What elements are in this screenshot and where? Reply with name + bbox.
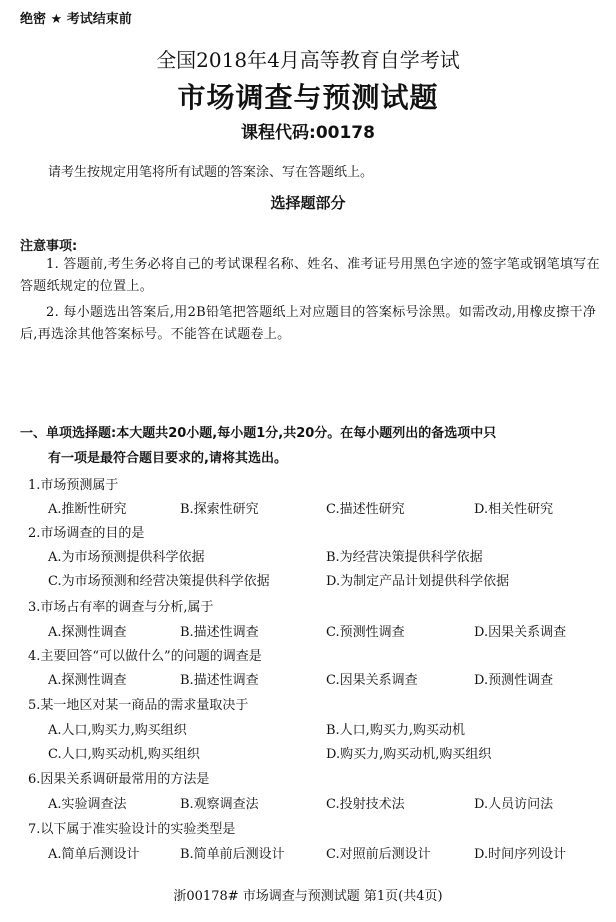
option-d: D.人员访问法 [474, 797, 554, 812]
option-c: C.对照前后测设计 [326, 847, 431, 862]
option-b: B.观察调查法 [180, 797, 259, 812]
option-c: C.描述性研究 [326, 502, 405, 517]
question-stem: 3.市场占有率的调查与分析,属于 [28, 600, 214, 615]
option-a: A.实验调查法 [48, 797, 127, 812]
answer-instruction: 请考生按规定用笔将所有试题的答案涂、写在答题纸上。 [48, 165, 374, 180]
question-stem: 2.市场调查的目的是 [28, 526, 145, 541]
part-title: 选择题部分 [270, 194, 346, 212]
question-stem: 1.市场预测属于 [28, 478, 119, 493]
question-stem: 4.主要回答“可以做什么”的问题的调查是 [28, 649, 262, 664]
option-b: B.描述性调查 [180, 625, 259, 640]
option-d: D.为制定产品计划提供科学依据 [326, 574, 510, 589]
option-a: A.为市场预测提供科学依据 [48, 550, 205, 565]
course-code: 课程代码:00178 [241, 123, 375, 143]
option-a: A.探测性调查 [48, 625, 127, 640]
option-b: B.简单前后测设计 [180, 847, 285, 862]
question-stem: 6.因果关系调研最常用的方法是 [28, 772, 210, 787]
option-a: A.探测性调查 [48, 673, 127, 688]
option-d: D.购买力,购买动机,购买组织 [326, 747, 492, 762]
option-c: C.为市场预测和经营决策提供科学依据 [48, 574, 270, 589]
notes-heading: 注意事项: [20, 239, 78, 254]
note-item-1: 1. 答题前,考生务必将自己的考试课程名称、姓名、准考证号用黑色字迹的签字笔或钢笔填写在答题纸规定的位置上。 [20, 257, 600, 294]
option-b: B.为经营决策提供科学依据 [326, 550, 483, 565]
option-c: C.预测性调查 [326, 625, 405, 640]
exam-line: 全国2018年4月高等教育自学考试 [156, 48, 460, 72]
section-title: 一、单项选择题:本大题共20小题,每小题1分,共20分。在每小题列出的备选项中只 [20, 426, 497, 441]
option-c: C.投射技术法 [326, 797, 405, 812]
page-footer: 浙00178# 市场调查与预测试题 第1页(共4页) [173, 889, 443, 904]
question-stem: 5.某一地区对某一商品的需求量取决于 [28, 698, 249, 713]
section-title-continued: 有一项是最符合题目要求的,请将其选出。 [48, 451, 287, 466]
option-d: D.预测性调查 [474, 673, 554, 688]
option-d: D.因果关系调查 [474, 625, 567, 640]
question-stem: 7.以下属于准实验设计的实验类型是 [28, 822, 236, 837]
option-b: B.探索性研究 [180, 502, 259, 517]
option-a: A.简单后测设计 [48, 847, 140, 862]
option-c: C.因果关系调查 [326, 673, 418, 688]
option-a: A.人口,购买力,购买组织 [48, 723, 187, 738]
option-b: B.描述性调查 [180, 673, 259, 688]
option-d: D.时间序列设计 [474, 847, 567, 862]
option-b: B.人口,购买力,购买动机 [326, 723, 465, 738]
option-a: A.推断性研究 [48, 502, 127, 517]
note-item-2: 2. 每小题选出答案后,用2B铅笔把答题纸上对应题目的答案标号涂黑。如需改动,用橡皮擦干净后,再选涂其他答案标号。不能答在试题卷上。 [20, 305, 597, 342]
secret-mark: 绝密 ★ 考试结束前 [20, 12, 132, 27]
option-d: D.相关性研究 [474, 502, 554, 517]
subject-title: 市场调查与预测试题 [177, 81, 439, 114]
option-c: C.人口,购买动机,购买组织 [48, 747, 200, 762]
